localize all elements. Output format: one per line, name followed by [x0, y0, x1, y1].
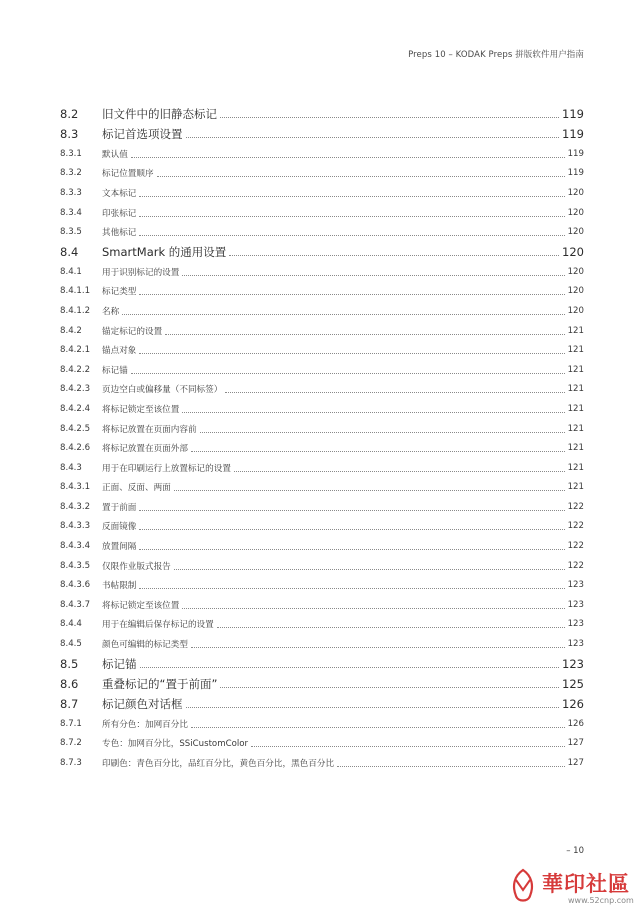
toc-entry-title: 用于在印刷运行上放置标记的设置 [102, 463, 231, 474]
dot-leader [139, 352, 564, 354]
toc-entry-number: 8.4 [60, 244, 79, 259]
toc-entry[interactable] [60, 615, 584, 635]
toc-entry-page: 120 [567, 187, 584, 198]
dot-leader [217, 626, 565, 628]
toc-entry[interactable] [60, 340, 584, 360]
toc-entry[interactable] [60, 517, 584, 537]
toc-entry-number: 8.4.2 [60, 325, 82, 336]
toc-entry-number: 8.4.3.6 [60, 580, 91, 591]
toc-entry-page: 121 [567, 403, 584, 414]
toc-entry-title: 标记位置顺序 [102, 169, 154, 180]
toc-entry-number: 8.4.5 [60, 639, 82, 650]
toc-entry-title: 所有分色：加网百分比 [102, 719, 188, 730]
toc-entry[interactable] [60, 104, 584, 124]
toc-entry-page: 120 [562, 244, 584, 259]
toc-entry-title: 置于前面 [102, 502, 137, 513]
toc-entry-number: 8.5 [60, 656, 79, 671]
toc-entry-title: 锚点对象 [102, 346, 137, 357]
toc-entry-page: 119 [567, 148, 584, 159]
toc-entry-page: 120 [567, 227, 584, 238]
toc-entry-page: 121 [567, 384, 584, 395]
toc-entry[interactable] [60, 753, 584, 773]
toc-entry-title: 书帖限制 [102, 581, 137, 592]
dot-leader [122, 313, 564, 315]
toc-entry[interactable] [60, 694, 584, 714]
toc-entry-number: 8.4.3.1 [60, 482, 91, 493]
toc-entry-page: 121 [567, 482, 584, 493]
toc-entry-number: 8.7 [60, 696, 79, 711]
toc-entry-page: 121 [567, 443, 584, 454]
dot-leader [182, 411, 564, 413]
toc-entry-number: 8.4.3.2 [60, 501, 91, 512]
toc-entry[interactable] [60, 674, 584, 694]
dot-leader [191, 646, 565, 648]
toc-entry-title: 标记首选项设置 [102, 127, 183, 141]
toc-entry-number: 8.4.2.3 [60, 384, 91, 395]
toc-entry-number: 8.4.4 [60, 619, 82, 630]
dot-leader [337, 765, 565, 767]
toc-entry-number: 8.4.3.7 [60, 599, 91, 610]
toc-entry-title: 将标记锁定至该位置 [102, 600, 180, 611]
toc-entry-number: 8.4.2.6 [60, 443, 91, 454]
dot-leader [139, 293, 564, 295]
toc-entry[interactable] [60, 301, 584, 321]
toc-entry-number: 8.3.5 [60, 227, 82, 238]
dot-leader [139, 528, 564, 530]
toc-entry[interactable] [60, 164, 584, 184]
toc-entry[interactable] [60, 124, 584, 144]
toc-entry-number: 8.3.3 [60, 187, 82, 198]
toc-entry-page: 121 [567, 345, 584, 356]
toc-entry[interactable] [60, 360, 584, 380]
toc-entry[interactable] [60, 380, 584, 400]
toc-entry-title: 印刷色：青色百分比，品红百分比，黄色百分比，黑色百分比 [102, 758, 335, 769]
toc-entry[interactable] [60, 634, 584, 654]
toc-entry-title: 专色：加网百分比，SSiCustomColor [102, 739, 249, 750]
toc-entry-number: 8.4.1.2 [60, 305, 91, 316]
toc-entry-number: 8.7.3 [60, 757, 82, 768]
toc-entry[interactable] [60, 654, 584, 674]
toc-entry[interactable] [60, 222, 584, 242]
toc-entry-page: 120 [567, 305, 584, 316]
toc-entry[interactable] [60, 458, 584, 478]
toc-entry-title: 标记颜色对话框 [102, 696, 183, 711]
toc-entry-title: 印张标记 [102, 208, 137, 219]
dot-leader [165, 333, 564, 335]
dot-leader [191, 726, 565, 728]
toc-entry-page: 119 [562, 127, 584, 141]
toc-entry[interactable] [60, 144, 584, 164]
toc-entry-title: 反面镜像 [102, 522, 137, 533]
toc-entry[interactable] [60, 262, 584, 282]
toc-entry[interactable] [60, 575, 584, 595]
toc-entry-number: 8.4.3 [60, 462, 82, 473]
dot-leader [140, 666, 560, 668]
dot-leader [186, 136, 560, 138]
dot-leader [200, 431, 565, 433]
running-header: Preps 10 – KODAK Preps 拼版软件用户指南 [408, 50, 584, 60]
toc-entry-page: 123 [567, 619, 584, 630]
toc-entry-page: 125 [562, 676, 584, 691]
toc-entry-page: 127 [567, 757, 584, 768]
toc-entry-page: 123 [567, 599, 584, 610]
toc-entry-title: 其他标记 [102, 228, 137, 239]
toc-entry-title: 标记锚 [102, 656, 137, 671]
dot-leader [220, 686, 559, 688]
toc-entry-title: 标记锚 [102, 365, 128, 376]
dot-leader [157, 175, 565, 177]
toc-entry-number: 8.3.2 [60, 168, 82, 179]
toc-entry-title: 页边空白或偏移量（不同标签） [102, 385, 223, 396]
toc-entry-number: 8.4.3.3 [60, 521, 91, 532]
toc-entry-title: SmartMark 的通用设置 [102, 244, 227, 259]
dot-leader [234, 470, 565, 472]
toc-entry-title: 将标记放置在页面外部 [102, 444, 188, 455]
toc-entry-title: 名称 [102, 306, 120, 317]
toc-entry[interactable] [60, 536, 584, 556]
toc-entry[interactable] [60, 714, 584, 734]
toc-entry-page: 119 [562, 107, 584, 121]
toc-entry-number: 8.4.3.5 [60, 560, 91, 571]
toc-entry-title: 正面、反面、两面 [102, 483, 171, 494]
toc-entry[interactable] [60, 203, 584, 223]
dot-leader [139, 234, 564, 236]
watermark-text: 華印社區 [542, 871, 630, 896]
toc-entry-number: 8.7.1 [60, 718, 82, 729]
toc-entry[interactable] [60, 282, 584, 302]
table-of-contents [60, 104, 584, 773]
toc-entry-title: 默认值 [102, 149, 128, 160]
toc-entry-title: 放置间隔 [102, 542, 137, 553]
toc-entry-page: 122 [567, 541, 584, 552]
dot-leader [139, 587, 564, 589]
toc-entry-title: 锚定标记的设置 [102, 326, 163, 337]
toc-entry-page: 127 [567, 738, 584, 749]
toc-entry[interactable] [60, 497, 584, 517]
dot-leader [139, 548, 564, 550]
toc-entry-page: 121 [567, 364, 584, 375]
dot-leader [182, 607, 564, 609]
toc-entry[interactable] [60, 733, 584, 753]
toc-entry-number: 8.4.2.1 [60, 345, 91, 356]
dot-leader [191, 450, 565, 452]
toc-entry-number: 8.4.2.5 [60, 423, 91, 434]
dot-leader [186, 706, 560, 708]
toc-entry-number: 8.4.1.1 [60, 286, 91, 297]
toc-entry-title: 将标记放置在页面内容前 [102, 424, 197, 435]
toc-entry-number: 8.4.3.4 [60, 541, 91, 552]
toc-entry-page: 120 [567, 286, 584, 297]
toc-entry-page: 122 [567, 521, 584, 532]
toc-entry-number: 8.3.4 [60, 207, 82, 218]
dot-leader [139, 195, 564, 197]
toc-entry[interactable] [60, 183, 584, 203]
toc-entry-number: 8.4.1 [60, 266, 82, 277]
watermark-url: www.52cnp.com [568, 896, 634, 905]
toc-entry-page: 119 [567, 168, 584, 179]
toc-entry[interactable] [60, 321, 584, 341]
toc-entry-page: 122 [567, 501, 584, 512]
dot-leader [139, 509, 564, 511]
toc-entry-title: 仅限作业版式报告 [102, 561, 171, 572]
toc-entry-page: 122 [567, 560, 584, 571]
dot-leader [131, 156, 565, 158]
dot-leader [229, 254, 559, 256]
watermark-emblem-icon [506, 866, 540, 906]
toc-entry-title: 标记类型 [102, 287, 137, 298]
toc-entry[interactable] [60, 595, 584, 615]
dot-leader [139, 215, 564, 217]
dot-leader [174, 489, 565, 491]
dot-leader [220, 116, 559, 118]
toc-entry-number: 8.2 [60, 107, 79, 121]
dot-leader [251, 745, 565, 747]
toc-entry-page: 121 [567, 325, 584, 336]
dot-leader [131, 372, 565, 374]
toc-entry-page: 120 [567, 207, 584, 218]
dot-leader [225, 391, 564, 393]
toc-entry-number: 8.6 [60, 676, 79, 691]
toc-entry-number: 8.3.1 [60, 148, 82, 159]
toc-entry-number: 8.3 [60, 127, 79, 141]
toc-entry[interactable] [60, 556, 584, 576]
toc-entry-page: 123 [562, 656, 584, 671]
toc-entry-page: 123 [567, 580, 584, 591]
toc-entry-page: 121 [567, 423, 584, 434]
toc-entry[interactable] [60, 242, 584, 262]
toc-entry[interactable] [60, 438, 584, 458]
toc-entry-title: 重叠标记的“置于前面” [102, 676, 218, 691]
dot-leader [174, 568, 565, 570]
toc-entry-page: 120 [567, 266, 584, 277]
toc-entry-page: 123 [567, 639, 584, 650]
toc-entry[interactable] [60, 478, 584, 498]
toc-entry-title: 颜色可编辑的标记类型 [102, 640, 188, 651]
dot-leader [182, 274, 564, 276]
watermark-logo [506, 866, 642, 910]
toc-entry[interactable] [60, 399, 584, 419]
toc-entry-number: 8.4.2.4 [60, 403, 91, 414]
toc-entry-page: 126 [562, 696, 584, 711]
toc-entry-number: 8.7.2 [60, 738, 82, 749]
toc-entry-page: 126 [567, 718, 584, 729]
toc-entry-title: 将标记锁定至该位置 [102, 404, 180, 415]
toc-entry-number: 8.4.2.2 [60, 364, 91, 375]
toc-entry-title: 文本标记 [102, 188, 137, 199]
toc-entry-title: 用于在编辑后保存标记的设置 [102, 620, 214, 631]
toc-entry-page: 121 [567, 462, 584, 473]
toc-entry-title: 旧文件中的旧静态标记 [102, 107, 217, 121]
toc-entry-title: 用于识别标记的设置 [102, 267, 180, 278]
toc-entry[interactable] [60, 419, 584, 439]
page-number: – 10 [566, 846, 584, 856]
